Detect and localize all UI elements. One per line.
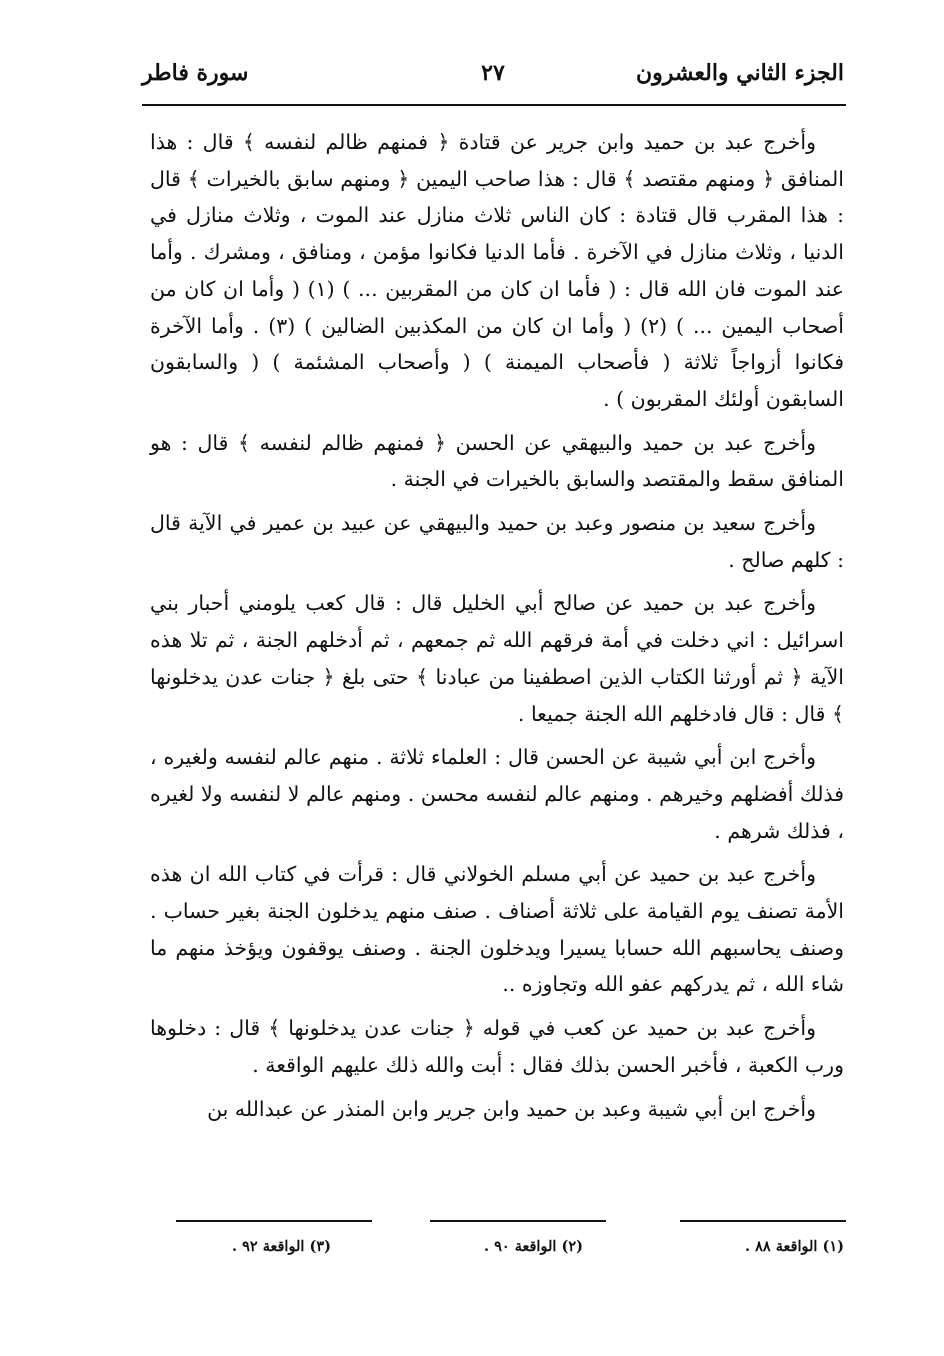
paragraph: وأخرج سعيد بن منصور وعبد بن حميد والبيهقي عن عبيد بن عمير في الآية قال : كلهم صالح . bbox=[150, 511, 844, 572]
paragraph: وأخرج عبد بن حميد عن كعب في قوله ﴿ جنات عدن يدخلونها ﴾ قال : دخلوها ورب الكعبة ، فأخبر الحسن بذلك فقال : أبت والله ذلك عليهم الواقعة . bbox=[150, 1016, 844, 1077]
part-title: الجزء الثاني والعشرون bbox=[635, 60, 844, 86]
paragraph: وأخرج عبد بن حميد وابن جرير عن قتادة ﴿ فمنهم ظالم لنفسه ﴾ قال : هذا المنافق ﴿ ومنهم مقتصد ﴾ قال : هذا صاحب اليمين ﴿ ومنهم سابق بالخيرات ﴾ قال : هذا المقرب قال قتادة : كان الناس ثلاث منازل عند الموت ، وثلاث منازل في الدنيا ، وثلاث منازل في الآخرة . فأما الدنيا فكانوا مؤمن ، ومنافق ، ومشرك . وأما عند الموت فان الله قال : ( فأما ان كان من المقربين ... ) (١) ( وأما ان كان من أصحاب اليمين ... ) (٢) ( وأما ان كان من المكذبين الضالين ) (٣) . وأما الآخرة فكانوا أزواجاً ثلاثة ( فأصحاب الميمنة ) ( وأصحاب المشئمة ) ( والسابقون السابقون أولئك المقربون ) . bbox=[150, 130, 845, 411]
footnote-1: (١) الواقعة ٨٨ . bbox=[745, 1238, 844, 1255]
paragraph: وأخرج عبد بن حميد عن أبي مسلم الخولاني قال : قرأت في كتاب الله ان هذه الأمة تصنف يوم القيامة على ثلاثة أصناف . صنف منهم يدخلون الجنة بغير حساب . وصنف يحاسبهم الله حسابا يسيرا ويدخلون الجنة . وصنف يوقفون ويؤخذ منهم ما شاء الله ، ثم يدركهم عفو الله وتجاوزه .. bbox=[150, 862, 844, 997]
footnote-divider bbox=[176, 1220, 372, 1222]
paragraph: وأخرج عبد بن حميد والبيهقي عن الحسن ﴿ فمنهم ظالم لنفسه ﴾ قال : هو المنافق سقط والمقتصد والسابق بالخيرات في الجنة . bbox=[150, 430, 844, 492]
paragraph: وأخرج عبد بن حميد عن صالح أبي الخليل قال : قال كعب يلومني أحبار بني اسرائيل : اني دخلت في أمة فرقهم الله ثم جمعهم ، ثم أدخلهم الجنة ، ثم تلا هذه الآية ﴿ ثم أورثنا الكتاب الذين اصطفينا من عبادنا ﴾ حتى بلغ ﴿ جنات عدن يدخلونها ﴾ قال : قال فادخلهم الله الجنة جميعا . bbox=[150, 591, 844, 726]
footnote-3: (٣) الواقعة ٩٢ . bbox=[232, 1238, 331, 1255]
footnote-divider bbox=[680, 1220, 846, 1222]
page-header bbox=[142, 58, 844, 98]
footnote-divider bbox=[430, 1220, 606, 1222]
header-divider bbox=[142, 104, 846, 106]
footnote-2: (٢) الواقعة ٩٠ . bbox=[484, 1238, 583, 1255]
paragraph: وأخرج ابن أبي شيبة عن الحسن قال : العلماء ثلاثة . منهم عالم لنفسه ولغيره ، فذلك أفضلهم وخيرهم . ومنهم عالم لنفسه محسن . ومنهم عالم لا لنفسه ولا لغيره ، فذلك شرهم . bbox=[150, 745, 844, 843]
paragraph: وأخرج ابن أبي شيبة وعبد بن حميد وابن جرير وابن المنذر عن عبدالله بن bbox=[207, 1096, 816, 1121]
surah-title: سورة فاطر bbox=[142, 60, 249, 86]
main-text bbox=[150, 124, 844, 1131]
page-number: ٢٧ bbox=[481, 60, 505, 86]
